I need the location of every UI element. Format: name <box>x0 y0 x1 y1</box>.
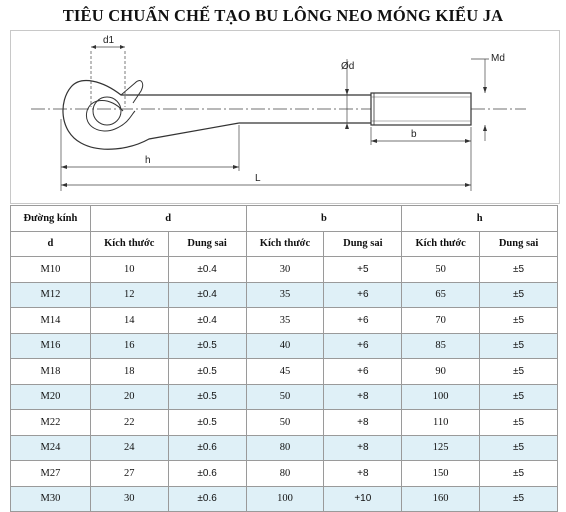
cell-b-size: 40 <box>246 333 324 359</box>
subheader-h-tol: Dung sai <box>480 231 558 257</box>
cell-b-size: 35 <box>246 308 324 334</box>
group-header-row <box>11 206 558 232</box>
table-row <box>11 384 558 410</box>
cell-h-size: 50 <box>402 257 480 283</box>
cell-b-tolerance: +6 <box>324 308 402 334</box>
cell-h-tolerance: ±5 <box>480 410 558 436</box>
cell-bolt-name: M20 <box>11 384 91 410</box>
cell-h-size: 85 <box>402 333 480 359</box>
cell-b-tolerance: +8 <box>324 384 402 410</box>
hook-tip <box>121 81 143 103</box>
cell-b-tolerance: +6 <box>324 359 402 385</box>
subheader-b-tol: Dung sai <box>324 231 402 257</box>
cell-d-size: 22 <box>90 410 168 436</box>
cell-h-size: 160 <box>402 486 480 512</box>
cell-bolt-name: M14 <box>11 308 91 334</box>
cell-d-tolerance: ±0.5 <box>168 410 246 436</box>
cell-b-size: 80 <box>246 461 324 487</box>
label-md: Md <box>491 53 505 64</box>
bolt-diagram <box>11 31 559 203</box>
table-row <box>11 410 558 436</box>
spec-table-body <box>11 257 558 512</box>
cell-bolt-name: M16 <box>11 333 91 359</box>
table-row <box>11 282 558 308</box>
cell-b-size: 80 <box>246 435 324 461</box>
cell-d-size: 27 <box>90 461 168 487</box>
subheader-d-tol: Dung sai <box>168 231 246 257</box>
cell-d-tolerance: ±0.6 <box>168 486 246 512</box>
label-b: b <box>411 129 417 140</box>
cell-h-size: 125 <box>402 435 480 461</box>
cell-b-size: 100 <box>246 486 324 512</box>
cell-h-size: 150 <box>402 461 480 487</box>
cell-d-tolerance: ±0.6 <box>168 461 246 487</box>
cell-d-size: 30 <box>90 486 168 512</box>
cell-b-tolerance: +5 <box>324 257 402 283</box>
header-d: d <box>90 206 246 232</box>
label-L: L <box>255 173 261 184</box>
cell-b-tolerance: +8 <box>324 410 402 436</box>
cell-bolt-name: M30 <box>11 486 91 512</box>
cell-h-tolerance: ±5 <box>480 461 558 487</box>
cell-bolt-name: M24 <box>11 435 91 461</box>
header-b: b <box>246 206 402 232</box>
cell-h-tolerance: ±5 <box>480 333 558 359</box>
spec-table <box>10 205 558 512</box>
cell-bolt-name: M18 <box>11 359 91 385</box>
cell-h-size: 110 <box>402 410 480 436</box>
cell-d-tolerance: ±0.4 <box>168 308 246 334</box>
subheader-b-size: Kích thước <box>246 231 324 257</box>
table-row <box>11 257 558 283</box>
header-h: h <box>402 206 558 232</box>
cell-h-tolerance: ±5 <box>480 435 558 461</box>
cell-d-tolerance: ±0.5 <box>168 333 246 359</box>
cell-b-size: 35 <box>246 282 324 308</box>
table-row <box>11 461 558 487</box>
cell-d-size: 20 <box>90 384 168 410</box>
cell-b-size: 50 <box>246 384 324 410</box>
cell-h-tolerance: ±5 <box>480 359 558 385</box>
cell-d-tolerance: ±0.5 <box>168 359 246 385</box>
cell-b-tolerance: +6 <box>324 333 402 359</box>
table-row <box>11 486 558 512</box>
cell-b-size: 30 <box>246 257 324 283</box>
cell-h-size: 100 <box>402 384 480 410</box>
cell-bolt-name: M22 <box>11 410 91 436</box>
cell-b-tolerance: +8 <box>324 435 402 461</box>
page-title: TIÊU CHUẨN CHẾ TẠO BU LÔNG NEO MÓNG KIỂU JA <box>62 6 504 25</box>
table-row <box>11 435 558 461</box>
cell-b-tolerance: +6 <box>324 282 402 308</box>
cell-h-tolerance: ±5 <box>480 282 558 308</box>
cell-d-tolerance: ±0.6 <box>168 435 246 461</box>
bolt-drawing <box>10 30 560 204</box>
cell-b-tolerance: +8 <box>324 461 402 487</box>
cell-d-size: 18 <box>90 359 168 385</box>
cell-d-tolerance: ±0.5 <box>168 384 246 410</box>
label-h: h <box>145 155 151 166</box>
cell-b-tolerance: +10 <box>324 486 402 512</box>
hook-outer <box>63 81 239 150</box>
header-diameter: Đường kính <box>11 206 91 232</box>
table-row <box>11 359 558 385</box>
cell-b-size: 50 <box>246 410 324 436</box>
cell-h-tolerance: ±5 <box>480 257 558 283</box>
cell-d-size: 16 <box>90 333 168 359</box>
cell-h-size: 70 <box>402 308 480 334</box>
cell-h-size: 90 <box>402 359 480 385</box>
cell-bolt-name: M10 <box>11 257 91 283</box>
table-row <box>11 308 558 334</box>
cell-bolt-name: M12 <box>11 282 91 308</box>
threaded-section <box>371 93 471 125</box>
cell-h-size: 65 <box>402 282 480 308</box>
sub-header-row <box>11 231 558 257</box>
table-row <box>11 333 558 359</box>
cell-d-size: 24 <box>90 435 168 461</box>
cell-h-tolerance: ±5 <box>480 308 558 334</box>
label-diameter: Ød <box>341 61 355 72</box>
label-d1: d1 <box>103 35 115 46</box>
cell-d-tolerance: ±0.4 <box>168 257 246 283</box>
subheader-d: d <box>11 231 91 257</box>
subheader-d-size: Kích thước <box>90 231 168 257</box>
cell-d-size: 10 <box>90 257 168 283</box>
subheader-h-size: Kích thước <box>402 231 480 257</box>
cell-d-size: 12 <box>90 282 168 308</box>
cell-b-size: 45 <box>246 359 324 385</box>
cell-bolt-name: M27 <box>11 461 91 487</box>
cell-h-tolerance: ±5 <box>480 486 558 512</box>
cell-d-size: 14 <box>90 308 168 334</box>
cell-d-tolerance: ±0.4 <box>168 282 246 308</box>
cell-h-tolerance: ±5 <box>480 384 558 410</box>
